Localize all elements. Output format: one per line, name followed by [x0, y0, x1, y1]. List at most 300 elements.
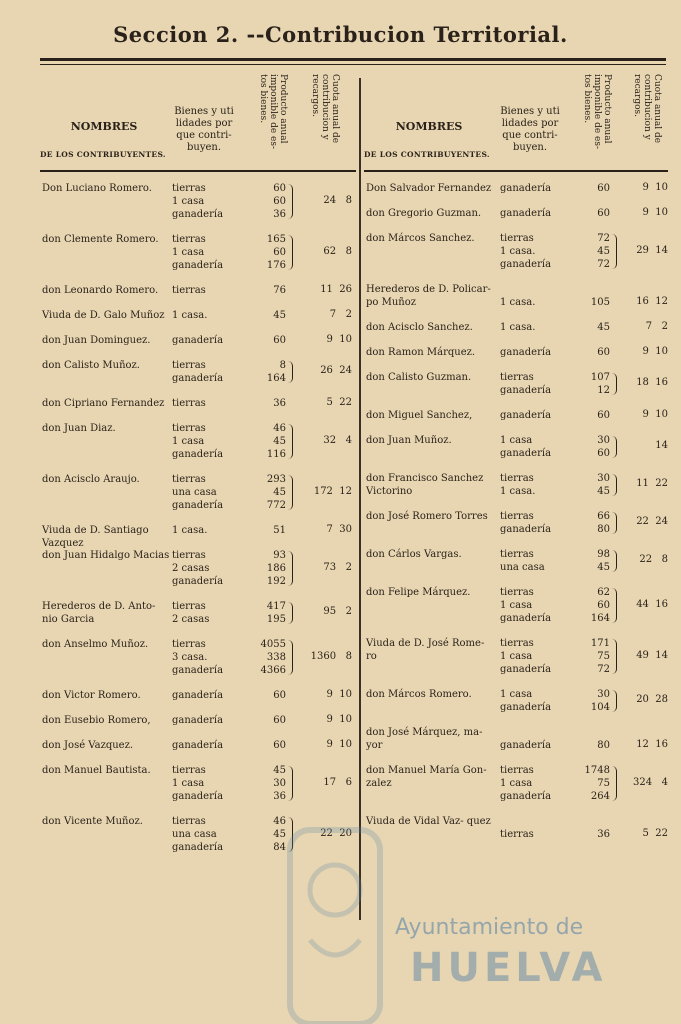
bien-item: ganadería	[500, 448, 552, 459]
producto-values	[572, 346, 610, 359]
contributor-name: don José Márquez, ma- yor	[366, 727, 483, 751]
producto-values	[248, 309, 286, 322]
cuota-value: 14	[655, 440, 668, 451]
header-cuota: Cuota anual de contribucion y recargos.	[310, 74, 340, 144]
producto-value: 60	[597, 448, 610, 459]
producto-value: 45	[597, 562, 610, 573]
producto-value: 772	[266, 500, 286, 511]
producto-value: 4366	[260, 665, 286, 676]
bienes-list	[500, 346, 551, 359]
bien-item: tierras	[500, 587, 534, 598]
producto-values	[572, 510, 610, 536]
bien-item: tierras	[172, 398, 206, 409]
watermark-line1: Ayuntamiento de	[395, 915, 584, 940]
contributor-name: don Márcos Romero.	[366, 689, 472, 700]
producto-value: 45	[597, 486, 610, 497]
bien-item: ganadería	[172, 740, 224, 751]
bienes-list	[500, 321, 535, 334]
bien-item: ganadería	[500, 791, 552, 802]
table-row	[364, 688, 668, 714]
bien-item: 1 casa	[172, 247, 205, 258]
producto-value: 8	[279, 360, 286, 371]
producto-value: 60	[597, 183, 610, 194]
table-row	[364, 548, 668, 574]
bien-item: tierras	[500, 638, 534, 649]
table-row	[40, 422, 356, 461]
header-producto: Producto anual imponible de es- tos bienes.	[258, 74, 288, 150]
cuota-value: 5 22	[326, 397, 352, 408]
producto-value: 45	[597, 246, 610, 257]
producto-value: 45	[273, 487, 286, 498]
cuota-value: 5 22	[642, 828, 668, 839]
bienes-list	[500, 409, 551, 422]
bien-item: 2 casas	[172, 614, 210, 625]
bien-item: una casa	[172, 487, 217, 498]
bien-item: tierras	[172, 601, 206, 612]
contributor-name: Herederos de D. Policar- po Muñoz	[366, 284, 491, 308]
bienes-list	[172, 473, 223, 512]
bienes-list	[172, 182, 223, 221]
bien-item: ganadería	[172, 335, 224, 346]
contributor-name: don Juan Hidalgo Macias	[42, 550, 170, 561]
bien-item: 1 casa.	[500, 246, 536, 257]
cuota-value: 44 16	[636, 599, 668, 610]
producto-values	[572, 548, 610, 574]
bien-item: tierras	[500, 511, 534, 522]
producto-values	[572, 371, 610, 397]
bien-item: ganadería	[500, 208, 552, 219]
bien-item: tierras	[172, 360, 206, 371]
producto-value: 45	[273, 310, 286, 321]
bien-item: tierras	[172, 285, 206, 296]
contributor-name: don Clemente Romero.	[42, 234, 159, 245]
bienes-list	[172, 233, 223, 272]
producto-value: 171	[590, 638, 610, 649]
table-row	[40, 689, 356, 702]
contributor-name: don Manuel Bautista.	[42, 765, 151, 776]
producto-values	[248, 638, 286, 677]
producto-value: 60	[597, 410, 610, 421]
producto-value: 72	[597, 664, 610, 675]
table-row	[40, 334, 356, 347]
producto-value: 60	[273, 335, 286, 346]
producto-value: 192	[266, 576, 286, 587]
bien-item: ganadería	[172, 665, 224, 676]
bienes-list	[500, 739, 551, 752]
table-row	[40, 233, 356, 272]
bien-item: tierras	[172, 474, 206, 485]
table-row	[364, 726, 668, 752]
bienes-list	[500, 637, 551, 676]
producto-value: 104	[590, 702, 610, 713]
producto-values	[248, 334, 286, 347]
header-nombres: NOMBRES	[70, 120, 138, 133]
table-row	[40, 524, 356, 549]
left-column	[40, 66, 356, 854]
contributor-name: don Acisclo Sanchez.	[366, 322, 473, 333]
column-separator	[359, 78, 361, 920]
bienes-list	[500, 764, 551, 803]
producto-values	[572, 409, 610, 422]
cuota-value: 22 20	[320, 828, 352, 839]
contributor-name: don Gregorio Guzman.	[366, 208, 482, 219]
producto-values	[572, 321, 610, 334]
cuota-value: 11 26	[320, 284, 352, 295]
bien-item: ganadería	[172, 449, 224, 460]
producto-value: 45	[273, 765, 286, 776]
contributor-name: don José Vazquez.	[42, 740, 134, 751]
bien-item: tierras	[500, 372, 534, 383]
contributor-name: don José Romero Torres	[366, 511, 488, 522]
bien-item: ganadería	[500, 183, 552, 194]
producto-value: 36	[273, 398, 286, 409]
bienes-list	[500, 232, 551, 271]
bien-item: ganadería	[500, 524, 552, 535]
bien-item: ganadería	[172, 715, 224, 726]
contributor-name: don Felipe Márquez.	[366, 587, 471, 598]
producto-value: 164	[590, 613, 610, 624]
cuota-value: 17 6	[323, 777, 352, 788]
right-rows	[364, 182, 668, 841]
producto-values	[248, 473, 286, 512]
bienes-list	[172, 549, 223, 588]
bienes-list	[172, 284, 206, 297]
producto-value: 51	[273, 525, 286, 536]
bienes-list	[172, 638, 223, 677]
producto-value: 60	[597, 208, 610, 219]
producto-value: 417	[266, 601, 286, 612]
bien-item: 1 casa	[500, 435, 533, 446]
producto-value: 60	[273, 183, 286, 194]
bien-item: una casa	[500, 562, 545, 573]
bienes-list	[172, 334, 223, 347]
producto-values	[572, 739, 610, 752]
bien-item: tierras	[500, 549, 534, 560]
cuota-value: 9 10	[326, 334, 352, 345]
contributor-name: don Márcos Sanchez.	[366, 233, 475, 244]
table-row	[40, 182, 356, 221]
producto-value: 60	[597, 347, 610, 358]
table-row	[40, 764, 356, 803]
producto-value: 176	[266, 260, 286, 271]
table-row	[364, 586, 668, 625]
bienes-list	[500, 296, 535, 309]
contributor-name: don Ramon Márquez.	[366, 347, 476, 358]
producto-value: 72	[597, 259, 610, 270]
producto-value: 164	[266, 373, 286, 384]
producto-value: 60	[273, 247, 286, 258]
cuota-value: 1360 8	[310, 651, 352, 662]
producto-value: 338	[266, 652, 286, 663]
contributor-name: don Victor Romero.	[42, 690, 141, 701]
producto-value: 36	[273, 209, 286, 220]
producto-value: 195	[266, 614, 286, 625]
producto-value: 75	[597, 651, 610, 662]
bien-item: 1 casa	[500, 689, 533, 700]
bienes-list	[172, 764, 223, 803]
contributor-name: don Cipriano Fernandez	[42, 398, 165, 409]
cuota-value: 9 10	[326, 689, 352, 700]
bienes-list	[172, 359, 223, 385]
bienes-list	[172, 714, 223, 727]
bien-item: 1 casa.	[500, 322, 536, 333]
producto-value: 46	[273, 423, 286, 434]
right-column	[364, 66, 668, 841]
contributor-name: don Calisto Muñoz.	[42, 360, 140, 371]
bien-item: 3 casa.	[172, 652, 208, 663]
cuota-value: 9 10	[642, 182, 668, 193]
table-row	[364, 510, 668, 536]
bien-item: 1 casa.	[172, 310, 208, 321]
producto-value: 105	[590, 297, 610, 308]
bien-item: tierras	[172, 234, 206, 245]
table-row	[364, 182, 668, 195]
cuota-value: 62 8	[323, 246, 352, 257]
producto-values	[572, 182, 610, 195]
table-row	[40, 473, 356, 512]
cuota-value: 26 24	[320, 365, 352, 376]
bien-item: 2 casas	[172, 563, 210, 574]
table-row	[364, 434, 668, 460]
contributor-name: Viuda de D. José Rome- ro	[366, 638, 485, 662]
table-row	[40, 638, 356, 677]
bien-item: ganadería	[172, 500, 224, 511]
bien-item: tierras	[172, 639, 206, 650]
bien-item: ganadería	[172, 260, 224, 271]
cuota-value: 7 2	[329, 309, 352, 320]
contributor-name: don Juan Diaz.	[42, 423, 116, 434]
header-nombres: NOMBRES	[395, 120, 463, 133]
contributor-name: don Acisclo Araujo.	[42, 474, 140, 485]
bien-item: tierras	[172, 765, 206, 776]
table-row	[364, 346, 668, 359]
contributor-name: don Juan Muñoz.	[366, 435, 452, 446]
producto-value: 46	[273, 816, 286, 827]
left-rows	[40, 182, 356, 854]
cuota-value: 73 2	[323, 562, 352, 573]
bien-item: ganadería	[500, 664, 552, 675]
producto-value: 4055	[260, 639, 286, 650]
producto-value: 80	[597, 524, 610, 535]
bienes-list	[500, 472, 535, 498]
table-row	[40, 309, 356, 322]
table-row	[40, 284, 356, 297]
header-bienes: Bienes y uti lidades por que contri- buyen.	[174, 106, 234, 153]
producto-value: 1748	[584, 765, 610, 776]
producto-values	[248, 397, 286, 410]
cuota-value: 12 16	[636, 739, 668, 750]
producto-value: 75	[597, 778, 610, 789]
bien-item: tierras	[172, 423, 206, 434]
producto-values	[248, 549, 286, 588]
table-row	[364, 409, 668, 422]
producto-value: 60	[273, 740, 286, 751]
producto-value: 66	[597, 511, 610, 522]
cuota-value: 20 28	[636, 694, 668, 705]
bienes-list	[172, 397, 206, 410]
producto-value: 45	[273, 829, 286, 840]
cuota-value: 29 14	[636, 245, 668, 256]
bien-item: tierras	[500, 473, 534, 484]
table-row	[364, 207, 668, 220]
cuota-value: 11 22	[636, 478, 668, 489]
cuota-value: 18 16	[636, 377, 668, 388]
contributor-name: Herederos de D. Anto- nio Garcia	[42, 601, 156, 625]
bien-item: ganadería	[500, 259, 552, 270]
bien-item: 1 casa.	[172, 525, 208, 536]
producto-value: 93	[273, 550, 286, 561]
producto-value: 186	[266, 563, 286, 574]
producto-value: 30	[597, 435, 610, 446]
cuota-value: 324 4	[633, 777, 668, 788]
contributor-name: don Anselmo Muñoz.	[42, 639, 149, 650]
producto-values	[572, 637, 610, 676]
contributor-name: Don Salvador Fernandez	[366, 183, 492, 194]
contributor-name: don Francisco Sanchez Victorino	[366, 473, 484, 497]
cuota-value: 16 12	[636, 296, 668, 307]
bien-item: tierras	[172, 550, 206, 561]
bien-item: tierras	[172, 183, 206, 194]
bienes-list	[172, 524, 207, 537]
cuota-value: 172 12	[313, 486, 352, 497]
bienes-list	[172, 815, 223, 854]
contributor-name: don Eusebio Romero,	[42, 715, 151, 726]
table-row	[364, 321, 668, 334]
bien-item: ganadería	[172, 373, 224, 384]
bienes-list	[172, 689, 223, 702]
table-row	[40, 600, 356, 626]
bien-item: 1 casa	[500, 651, 533, 662]
bien-item: tierras	[500, 765, 534, 776]
header-cuota: Cuota anual de contribucion y recargos.	[632, 74, 662, 144]
right-header	[364, 66, 668, 172]
producto-values	[248, 689, 286, 702]
producto-value: 60	[273, 690, 286, 701]
cuota-value: 9 10	[326, 714, 352, 725]
cuota-value: 9 10	[642, 409, 668, 420]
table-row	[40, 739, 356, 752]
producto-values	[572, 688, 610, 714]
bien-item: ganadería	[500, 385, 552, 396]
producto-value: 293	[266, 474, 286, 485]
contributor-name: Don Luciano Romero.	[42, 183, 152, 194]
producto-values	[248, 182, 286, 221]
producto-value: 98	[597, 549, 610, 560]
producto-value: 30	[597, 473, 610, 484]
contributor-name: Viuda de D. Galo Muñoz	[42, 310, 165, 321]
producto-value: 36	[273, 791, 286, 802]
page-title: Seccion 2. --Contribucion Territorial.	[113, 22, 568, 47]
cuota-value: 24 8	[323, 195, 352, 206]
cuota-value: 95 2	[323, 606, 352, 617]
producto-value: 62	[597, 587, 610, 598]
bien-item: ganadería	[172, 842, 224, 853]
table-row	[364, 637, 668, 676]
bienes-list	[500, 371, 551, 397]
contributor-name: don Vicente Muñoz.	[42, 816, 143, 827]
producto-value: 107	[590, 372, 610, 383]
producto-values	[248, 600, 286, 626]
producto-values	[572, 232, 610, 271]
bienes-list	[500, 586, 551, 625]
table-row	[40, 714, 356, 727]
cuota-value: 32 4	[323, 435, 352, 446]
producto-values	[248, 359, 286, 385]
contributor-name: don Cárlos Vargas.	[366, 549, 462, 560]
cuota-value: 7 30	[326, 524, 352, 535]
bienes-list	[500, 548, 545, 574]
contributor-name: don Calisto Guzman.	[366, 372, 472, 383]
contributor-name: don Leonardo Romero.	[42, 285, 159, 296]
producto-value: 30	[597, 689, 610, 700]
bien-item: ganadería	[172, 209, 224, 220]
bienes-list	[500, 434, 551, 460]
cuota-value: 22 8	[639, 554, 668, 565]
bien-item: ganadería	[500, 410, 552, 421]
producto-value: 116	[266, 449, 286, 460]
cuota-value: 22 24	[636, 516, 668, 527]
cuota-value: 49 14	[636, 650, 668, 661]
cuota-value: 9 10	[642, 346, 668, 357]
bien-item: 1 casa	[500, 600, 533, 611]
watermark-line2: HUELVA	[410, 945, 607, 991]
producto-values	[248, 284, 286, 297]
table-row	[364, 764, 668, 803]
producto-values	[248, 739, 286, 752]
title-rule-thin	[40, 64, 666, 65]
producto-value: 84	[273, 842, 286, 853]
producto-value: 80	[597, 740, 610, 751]
bien-item: ganadería	[172, 690, 224, 701]
bien-item: ganadería	[500, 702, 552, 713]
bien-item: ganadería	[172, 576, 224, 587]
bien-item: ganadería	[172, 791, 224, 802]
producto-value: 45	[273, 436, 286, 447]
contributor-name: don Manuel María Gon- zalez	[366, 765, 487, 789]
bien-item: una casa	[172, 829, 217, 840]
producto-value: 36	[597, 829, 610, 840]
title-rule	[40, 58, 666, 61]
bienes-list	[172, 600, 209, 626]
bien-item: 1 casa	[172, 778, 205, 789]
header-bienes: Bienes y uti lidades por que contri- buyen.	[500, 106, 560, 153]
bien-item: tierras	[172, 816, 206, 827]
producto-values	[248, 233, 286, 272]
producto-values	[572, 472, 610, 498]
table-row	[364, 371, 668, 397]
producto-values	[572, 296, 610, 309]
bienes-list	[500, 182, 551, 195]
contributor-name: Viuda de D. Santiago Vazquez	[42, 525, 149, 549]
table-row	[364, 283, 668, 309]
cuota-value: 9 10	[642, 207, 668, 218]
header-producto: Producto anual imponible de es- tos bienes.	[582, 74, 612, 150]
table-row	[40, 397, 356, 410]
producto-value: 12	[597, 385, 610, 396]
header-contribuyentes: DE LOS CONTRIBUYENTES.	[40, 150, 166, 159]
producto-values	[248, 714, 286, 727]
producto-value: 60	[273, 715, 286, 726]
left-header	[40, 66, 356, 172]
producto-values	[572, 207, 610, 220]
contributor-name: don Juan Dominguez.	[42, 335, 151, 346]
bien-item: ganadería	[500, 613, 552, 624]
bien-item: 1 casa	[500, 778, 533, 789]
bienes-list	[500, 688, 551, 714]
cuota-value: 9 10	[326, 739, 352, 750]
producto-values	[572, 434, 610, 460]
contributor-name: don Miguel Sanchez,	[366, 410, 473, 421]
